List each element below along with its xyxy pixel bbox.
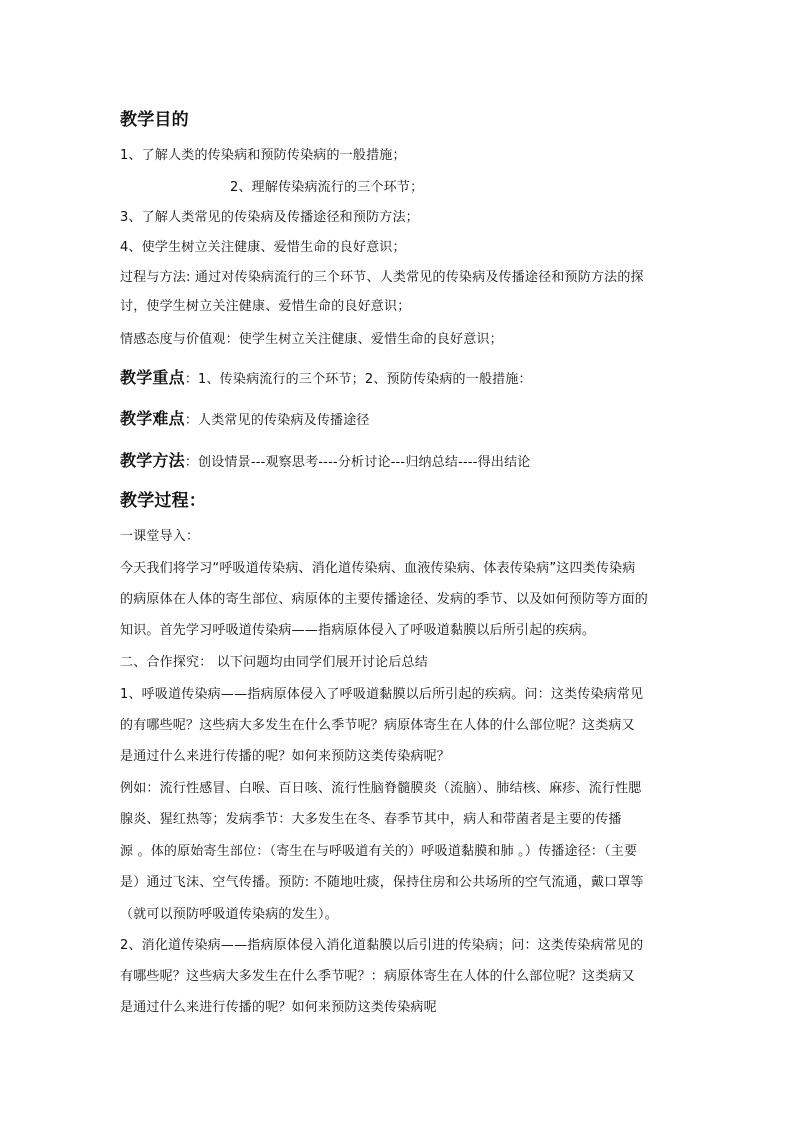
example-line-5: （就可以预防呼吸道传染病的发生）。 bbox=[120, 907, 338, 922]
difficulties-label: 教学难点 bbox=[120, 409, 185, 428]
objective-2: 2、理解传染病流行的三个环节； bbox=[230, 180, 424, 195]
digestive-line-2: 有哪些呢？这些病大多发生在什么季节呢？：病原体寄生在人体的什么部位呢？这类病又 bbox=[120, 969, 635, 984]
intro-line-1: 今天我们将学习“呼吸道传染病、消化道传染病、血液传染病、体表传染病”这四类传染病 bbox=[120, 561, 636, 576]
page-title: 教学目的 bbox=[120, 110, 189, 130]
example-line-1: 例如：流行性感冒、白喉、百日咳、流行性脑脊髓膜炎（流脑）、肺结核、麻疹、流行性腮 bbox=[120, 781, 642, 796]
key-points bbox=[120, 368, 680, 390]
methods-text: ：创设情景---观察思考----分析讨论---归纳总结----得出结论 bbox=[184, 455, 531, 470]
difficulties bbox=[120, 409, 680, 431]
digestive-line-1: 2、消化道传染病——指病原体侵入消化道黏膜以后引进的传染病；问：这类传染病常见的 bbox=[120, 938, 644, 953]
respiratory-line-3: 是通过什么来进行传播的呢？如何来预防这类传染病呢？ bbox=[120, 749, 451, 764]
process-method-line-2: 讨，使学生树立关注健康、爱惜生命的良好意识； bbox=[120, 299, 411, 314]
process-title: 教学过程： bbox=[120, 491, 206, 511]
methods bbox=[120, 451, 680, 473]
difficulties-text: ：人类常见的传染病及传播途径 bbox=[184, 413, 370, 428]
example-line-3: 源 。体的原始寄生部位：（寄生在与呼吸道有关的）呼吸道黏膜和肺 。）传播途径：（主要 bbox=[120, 844, 638, 859]
objective-3: 3、了解人类常见的传染病及传播途径和预防方法； bbox=[120, 210, 419, 225]
digestive-line-3: 是通过什么来进行传播的呢？如何来预防这类传染病呢 bbox=[120, 1000, 437, 1015]
example-line-2: 腺炎、猩红热等；发病季节：大多发生在冬、春季节其中，病人和带菌者是主要的传播 bbox=[120, 812, 622, 827]
respiratory-line-2: 的有哪些呢？这些病大多发生在什么季节呢？病原体寄生在人体的什么部位呢？这类病又 bbox=[120, 718, 635, 733]
objective-4: 4、使学生树立关注健康、爱惜生命的良好意识； bbox=[120, 240, 406, 255]
objective-1: 1、了解人类的传染病和预防传染病的一般措施； bbox=[120, 148, 406, 163]
example-line-4: 是）通过飞沫、空气传播。预防: 不随地吐痰，保持住房和公共场所的空气流通，戴口罩等 bbox=[120, 875, 644, 890]
coop-heading: 二、合作探究： 以下问题均由同学们展开讨论后总结 bbox=[120, 655, 428, 670]
key-points-text: ：1、传染病流行的三个环节；2、预防传染病的一般措施： bbox=[184, 372, 532, 387]
emotion-line: 情感态度与价值观：使学生树立关注健康、爱惜生命的良好意识； bbox=[120, 332, 503, 347]
methods-label: 教学方法 bbox=[120, 451, 185, 470]
key-points-label: 教学重点 bbox=[120, 368, 185, 387]
intro-line-3: 知识。首先学习呼吸道传染病——指病原体侵入了呼吸道黏膜以后所引起的疾病。 bbox=[120, 623, 596, 638]
intro-heading: 一课堂导入： bbox=[120, 529, 200, 544]
intro-line-2: 的病原体在人体的寄生部位、病原体的主要传播途径、发病的季节、以及如何预防等方面的 bbox=[120, 592, 649, 607]
process-method-line-1: 过程与方法: 通过对传染病流行的三个环节、人类常见的传染病及传播途径和预防方法的探 bbox=[120, 270, 644, 285]
respiratory-line-1: 1、呼吸道传染病——指病原体侵入了呼吸道黏膜以后所引起的疾病。问：这类传染病常见 bbox=[120, 687, 644, 702]
